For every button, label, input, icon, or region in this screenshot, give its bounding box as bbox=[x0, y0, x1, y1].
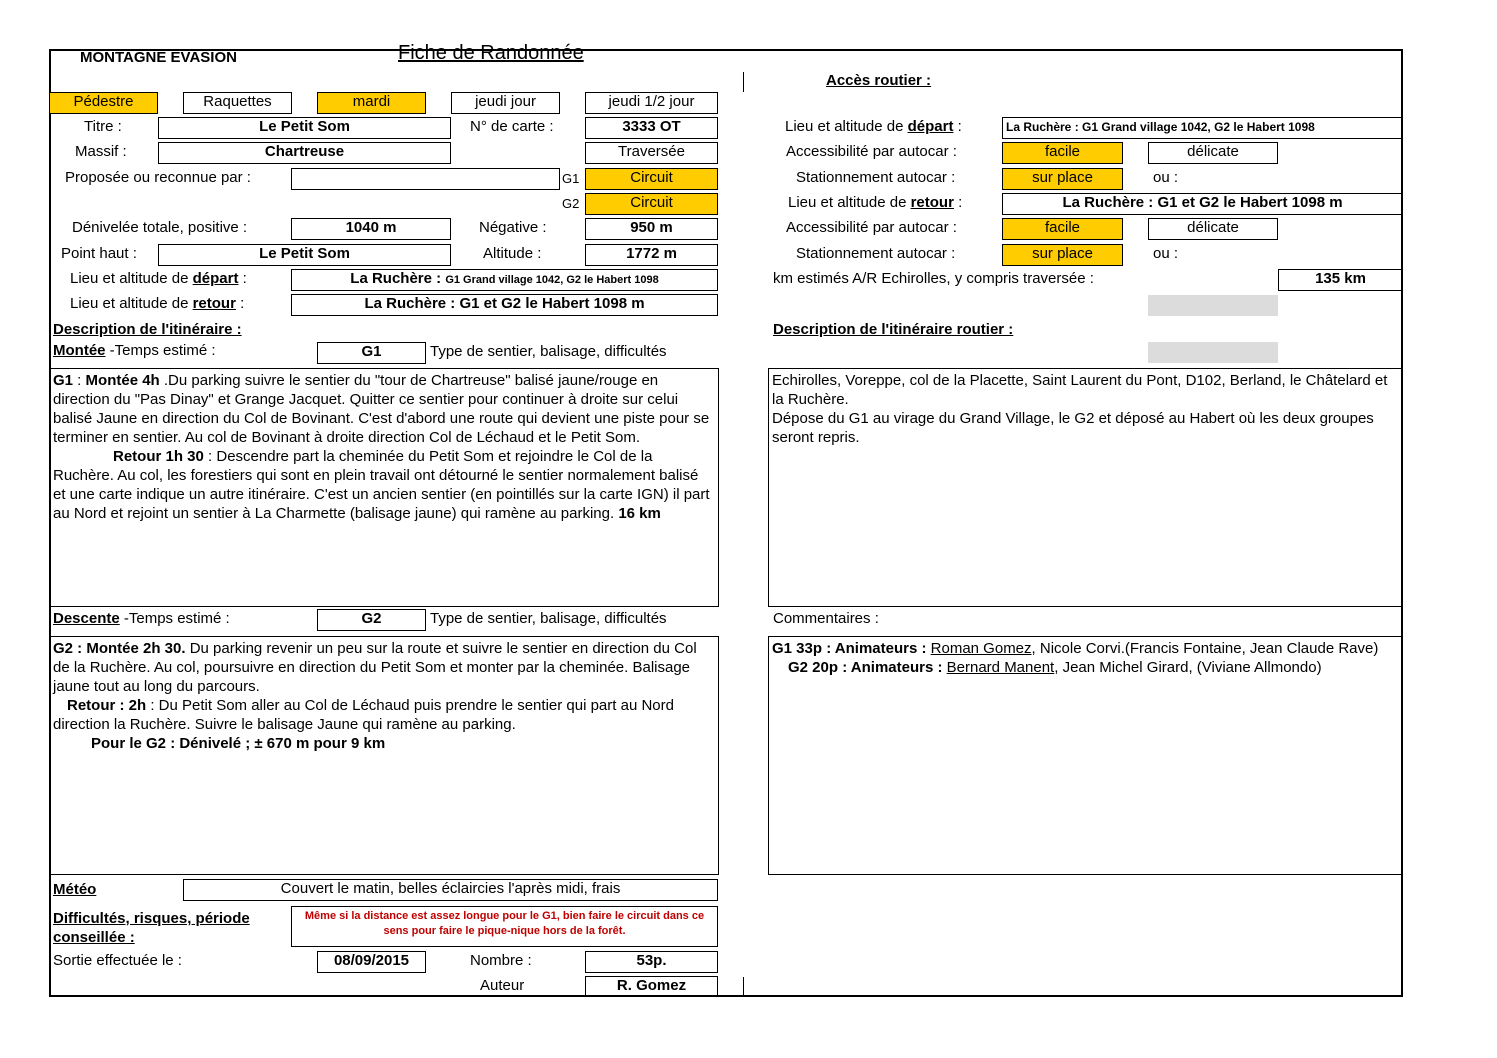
access1-facile[interactable]: facile bbox=[1002, 142, 1123, 164]
pointhaut-field[interactable]: Le Petit Som bbox=[158, 244, 451, 266]
neg-label: Négative : bbox=[479, 219, 547, 236]
right-depart-field[interactable]: La Ruchère : G1 Grand village 1042, G2 le Habert 1098 bbox=[1002, 117, 1403, 139]
page-title: Fiche de Randonnée bbox=[398, 42, 584, 64]
difficultes-label: Difficultés, risques, période conseillée : bbox=[53, 910, 250, 946]
station1-label: Stationnement autocar : bbox=[796, 169, 956, 186]
option-mardi[interactable]: mardi bbox=[317, 92, 426, 114]
right-retour-label: Lieu et altitude de retour : bbox=[788, 194, 963, 211]
option-jeudi-demi-jour[interactable]: jeudi 1/2 jour bbox=[585, 92, 718, 114]
deniv-neg-field[interactable]: 950 m bbox=[585, 218, 718, 240]
auteur-field[interactable]: R. Gomez bbox=[585, 976, 718, 997]
g2-type-field[interactable]: Circuit bbox=[585, 193, 718, 215]
depart-label: Lieu et altitude de départ : bbox=[70, 270, 247, 287]
access1-label: Accessibilité par autocar : bbox=[786, 143, 957, 160]
altitude-field[interactable]: 1772 m bbox=[585, 244, 718, 266]
montee-group-field[interactable]: G1 bbox=[317, 342, 426, 364]
option-jeudi-jour[interactable]: jeudi jour bbox=[451, 92, 560, 114]
sortie-date-field[interactable]: 08/09/2015 bbox=[317, 951, 426, 973]
carte-field[interactable]: 3333 OT bbox=[585, 117, 718, 139]
route-description[interactable]: Echirolles, Voreppe, col de la Placette, Saint Laurent du Pont, D102, Berland, le Châtelard et la Ruchère. Dépose du G1 au virage du Grand Village, le G2 et déposé au Habert où les deux groupes seront repris. bbox=[768, 368, 1403, 607]
station1-field[interactable]: sur place bbox=[1002, 168, 1123, 190]
access2-facile[interactable]: facile bbox=[1002, 218, 1123, 240]
nombre-field[interactable]: 53p. bbox=[585, 951, 718, 973]
auteur-label: Auteur bbox=[480, 977, 525, 994]
montee-label: Montée -Temps estimé : bbox=[53, 342, 216, 359]
acces-routier-heading: Accès routier : bbox=[826, 72, 932, 89]
nombre-label: Nombre : bbox=[470, 952, 532, 969]
meteo-field[interactable]: Couvert le matin, belles éclaircies l'après midi, frais bbox=[183, 879, 718, 901]
right-depart-label: Lieu et altitude de départ : bbox=[785, 118, 962, 135]
g2-description[interactable]: G2 : Montée 2h 30. Du parking revenir un peu sur la route et suivre le sentier en direction du Col de la Ruchère. Au col, poursuivre en direction du Petit Som et monter par la cheminée. Balisage jaune tout au long du parcours. Retour : 2h : Du Petit Som aller au Col de Léchaud puis prendre le sentier qui part au Nord direction la Ruchère. Suivre le balisage Jaune qui ramène au parking. Pour le G2 : Dénivelé ; ± 670 m pour 9 km bbox=[49, 636, 719, 875]
descente-group-field[interactable]: G2 bbox=[317, 609, 426, 631]
retour-field[interactable]: La Ruchère : G1 et G2 le Habert 1098 m bbox=[291, 294, 718, 316]
divider-bottom bbox=[743, 977, 744, 997]
difficultes-field[interactable]: Même si la distance est assez longue pour le G1, bien faire le circuit dans ce sens pour faire le pique-nique hors de la forêt. bbox=[291, 906, 718, 947]
sortie-label: Sortie effectuée le : bbox=[53, 952, 182, 969]
deniv-label: Dénivelée totale, positive : bbox=[72, 219, 248, 236]
descente-label: Descente -Temps estimé : bbox=[53, 610, 230, 627]
ou2-label: ou : bbox=[1153, 245, 1179, 262]
divider-top bbox=[743, 72, 744, 92]
traversee-field[interactable]: Traversée bbox=[585, 142, 718, 164]
club-name: MONTAGNE EVASION bbox=[80, 49, 237, 66]
titre-field[interactable]: Le Petit Som bbox=[158, 117, 451, 139]
right-retour-field[interactable]: La Ruchère : G1 et G2 le Habert 1098 m bbox=[1002, 193, 1403, 215]
g2-label: G2 bbox=[562, 196, 580, 211]
option-pedestre[interactable]: Pédestre bbox=[49, 92, 158, 114]
route-heading: Description de l'itinéraire routier : bbox=[773, 321, 1014, 338]
grey-cell-2 bbox=[1148, 342, 1278, 363]
access2-label: Accessibilité par autocar : bbox=[786, 219, 957, 236]
carte-label: N° de carte : bbox=[470, 118, 554, 135]
grey-cell-1 bbox=[1148, 295, 1278, 316]
description-heading: Description de l'itinéraire : bbox=[53, 321, 242, 338]
retour-label: Lieu et altitude de retour : bbox=[70, 295, 245, 312]
ou1-label: ou : bbox=[1153, 169, 1179, 186]
meteo-label: Météo bbox=[53, 881, 97, 898]
altitude-label: Altitude : bbox=[483, 245, 542, 262]
km-label: km estimés A/R Echirolles, y compris traversée : bbox=[773, 270, 1094, 287]
g1-description[interactable]: G1 : Montée 4h .Du parking suivre le sentier du "tour de Chartreuse" balisé jaune/rouge en direction du "Pas Dinay" et Grange Jacquet. Quitter ce sentier pour continuer à droite sur celui balisé Jaune en direction du Col de Bovinant. C'est d'abord une route qui devient une piste pour se terminer en sentier. Au col de Bovinant à droite direction Col de Léchaud et le Petit Som. Retour 1h 30 : Descendre part la cheminée du Petit Som et rejoindre le Col de la Ruchère. Au col, les forestiers qui sont en plein travail ont détourné le sentier normalement balisé et une carte indique un autre itinéraire. C'est un ancien sentier (en pointillés sur la carte IGN) il part au Nord et rejoint un sentier à La Charmette (balisage jaune) qui ramène au parking. 16 km bbox=[49, 368, 719, 607]
g1-label: G1 bbox=[562, 171, 580, 186]
titre-label: Titre : bbox=[84, 118, 122, 135]
km-field[interactable]: 135 km bbox=[1278, 269, 1403, 291]
massif-label: Massif : bbox=[75, 143, 127, 160]
massif-field[interactable]: Chartreuse bbox=[158, 142, 451, 164]
pointhaut-label: Point haut : bbox=[61, 245, 137, 262]
propose-label: Proposée ou reconnue par : bbox=[65, 169, 251, 186]
comment-box[interactable]: G1 33p : Animateurs : Roman Gomez, Nicole Corvi.(Francis Fontaine, Jean Claude Rave) G2 20p : Animateurs : Bernard Manent, Jean Michel Girard, (Viviane Allmondo) bbox=[768, 636, 1403, 875]
station2-label: Stationnement autocar : bbox=[796, 245, 956, 262]
g1-type-field[interactable]: Circuit bbox=[585, 168, 718, 190]
deniv-pos-field[interactable]: 1040 m bbox=[291, 218, 451, 240]
comment-label: Commentaires : bbox=[773, 610, 879, 627]
depart-field[interactable]: La Ruchère : G1 Grand village 1042, G2 le Habert 1098 bbox=[291, 269, 718, 291]
propose-field[interactable] bbox=[291, 168, 560, 190]
option-raquettes[interactable]: Raquettes bbox=[183, 92, 292, 114]
montee-sentier-label: Type de sentier, balisage, difficultés bbox=[430, 343, 667, 360]
access2-delicate[interactable]: délicate bbox=[1148, 218, 1278, 240]
descente-sentier-label: Type de sentier, balisage, difficultés bbox=[430, 610, 667, 627]
access1-delicate[interactable]: délicate bbox=[1148, 142, 1278, 164]
station2-field[interactable]: sur place bbox=[1002, 244, 1123, 266]
